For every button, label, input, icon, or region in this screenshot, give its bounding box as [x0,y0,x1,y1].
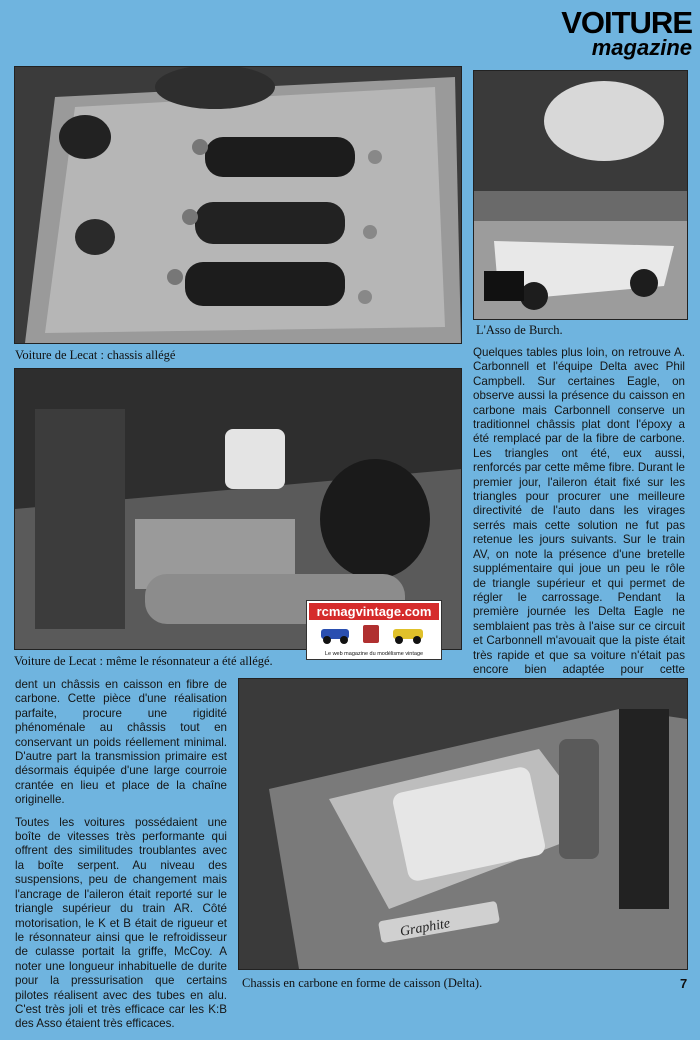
rcmagvintage-logo [306,600,442,660]
logo-tagline: Le web magazine du modélisme vintage [324,651,424,657]
magazine-title: VOITURE [561,5,692,40]
article-right-column [473,346,685,714]
paragraph: dent un châssis en caisson en fibre de carbone. Cette pièce d'une réalisation parfaite, procure une rigidité phénoménale au châssis tout en conservant un poids réellement minimal. D'autre part la transmission primaire est désormais équipée d'une large courroie crantée en lieu et place de la chaîne originelle. [15,678,227,807]
article-left-column [15,678,227,1040]
photo-delta-chassis [238,678,688,970]
caption-photo4: Chassis en carbone en forme de caisson (Delta). [242,976,483,990]
photo-asso-burch [473,70,688,320]
magazine-subtitle: magazine [591,35,692,60]
paragraph: Quelques tables plus loin, on retrouve A. Carbonnell et l'équipe Delta avec Phil Campbell. Sur certaines Eagle, on observe aussi la présence du caisson en carbone mais Carbonnell conserve un traditionnel châssis plat dont l'époxy a été remplacé par de la fibre de carbone. Les triangles ont été, eux aussi, renforcés par cette même fibre. Durant le premier jour, l'aileron était fixé sur les triangles pour procurer une meilleure directivité de l'auto dans les virages serrés mais cette solution ne fut pas retenue les jours suivants. Sur le train AV, on note la présence d'une bretelle supplémentaire qui joue un peu le rôle de triangle supérieur et qui permet de régler le carrossage. Pendant la première journée les Delta Eagle ne semblaient pas très à l'aise sur ce circuit et Carbonnell m'avouait que la piste était très rapide et que sa voiture n'était pas encore bien adaptée pour cette [473,346,685,676]
logo-site-name: rcmagvintage.com [309,603,439,620]
caption-photo2: L'Asso de Burch. [476,323,563,337]
paragraph: Toutes les voitures possédaient une boîte de vitesses très performante qui offrent des similitudes troublantes avec la boîte serpent. Au niveau des suspensions, peu de changement mais l'ancrage de l'aileron était reporté sur le triangle supérieur du train AR. Côté motorisation, le K et B était de rigueur et le résonnateur ainsi que le refroidisseur de culasse portait la griffe, McCoy. A noter une longueur inhabituelle de durite pour la pressurisation que certains pilotes réalisent avec des tubes en alu. C'est très joli et très efficace car les K:B des Asso étaient très efficaces. [15,815,227,1031]
photo-lecat-chassis [14,66,462,344]
graphite-label: Graphite [398,916,452,940]
page-number: 7 [680,976,688,991]
caption-photo1: Voiture de Lecat : chassis allégé [15,348,176,362]
caption-photo3: Voiture de Lecat : même le résonnateur a été allégé. [14,654,273,668]
